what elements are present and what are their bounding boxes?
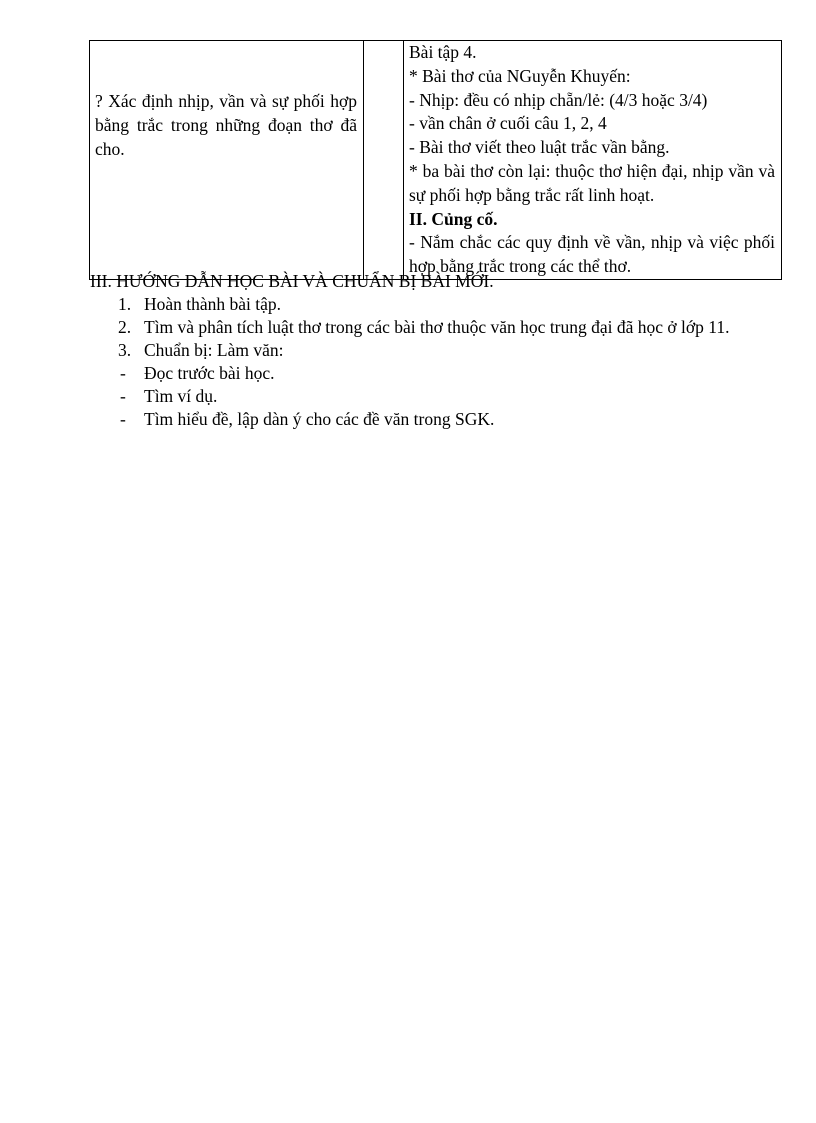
list-item-text: Chuẩn bị: Làm văn: (144, 340, 284, 360)
list-item-text: Tìm ví dụ. (144, 386, 218, 406)
consolidation-text: - Nắm chắc các quy định về vần, nhịp và việc phối hợp bằng trắc trong các thể thơ. (409, 232, 775, 277)
guidance-section (90, 270, 790, 431)
section-heading: III. HƯỚNG DẪN HỌC BÀI VÀ CHUẨN BỊ BÀI MỚI. (90, 271, 494, 291)
answer-line: - vần chân ở cuối câu 1, 2, 4 (409, 113, 607, 134)
list-bullet: - (120, 409, 126, 429)
question-cell (90, 41, 364, 280)
list-item (90, 293, 790, 316)
list-item-text: Hoàn thành bài tập. (144, 294, 282, 314)
answer-cell (404, 41, 782, 280)
answer-line: * Bài thơ của NGuyễn Khuyến: (409, 65, 631, 86)
consolidation-heading: II. Củng cố. (409, 208, 498, 229)
list-item-text: Đọc trước bài học. (144, 363, 275, 383)
exercise-title: Bài tập 4. (409, 42, 477, 62)
table-row (90, 41, 782, 280)
answer-line: - Nhịp: đều có nhịp chẵn/lẻ: (4/3 hoặc 3/4) (409, 89, 708, 110)
list-item-text: Tìm hiểu đề, lập dàn ý cho các đề văn trong SGK. (144, 409, 495, 429)
list-bullet: - (120, 363, 126, 383)
lesson-table (89, 40, 782, 280)
list-bullet: - (120, 386, 126, 406)
empty-middle-cell (364, 41, 404, 280)
list-number: 1. (118, 294, 132, 314)
list-number: 2. (118, 317, 132, 337)
list-item (90, 385, 790, 408)
answer-line: - Bài thơ viết theo luật trắc vần bằng. (409, 137, 670, 158)
list-item-text: Tìm và phân tích luật thơ trong các bài thơ thuộc văn học trung đại đã học ở lớp 11. (144, 317, 730, 337)
list-item (90, 408, 790, 431)
list-item (90, 316, 790, 339)
list-item (90, 362, 790, 385)
answer-paragraph: * ba bài thơ còn lại: thuộc thơ hiện đại, nhịp vần và sự phối hợp bằng trắc rất linh hoạt. (409, 160, 775, 205)
question-text: ? Xác định nhịp, vần và sự phối hợp bằng trắc trong những đoạn thơ đã cho. (95, 91, 357, 159)
list-item (90, 339, 790, 362)
list-number: 3. (118, 340, 132, 360)
